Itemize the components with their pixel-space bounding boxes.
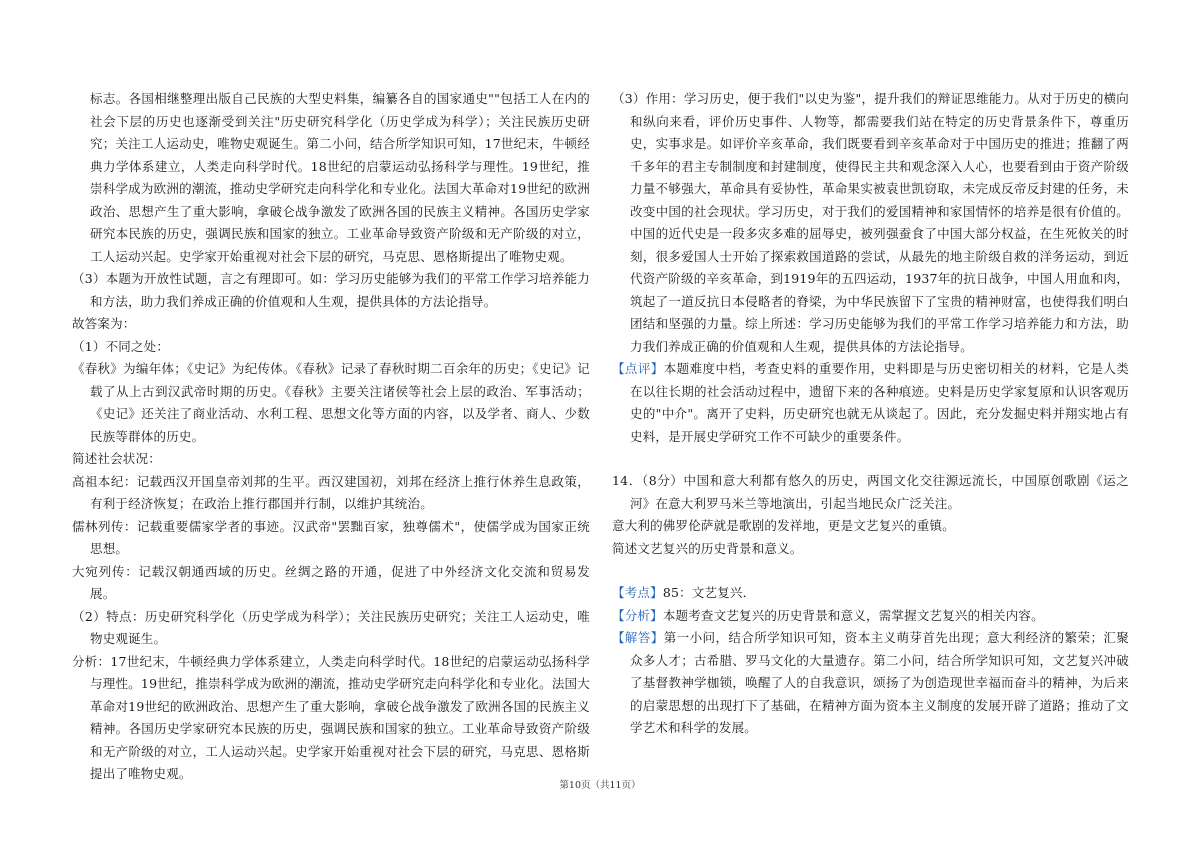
fenxi-tag: 【分析】	[612, 607, 663, 623]
spacer	[612, 560, 1129, 582]
comment-text: 本题难度中档，考查史料的重要作用，史料即是与历史密切相关的材料，它是人类在以往长期的社会活动过程中，遗留下来的各种痕迹。史料是历史学家复原和认识客观历史的"中介"。离开了史料，历史研究也就无从谈起了。因此，充分发掘史料并翔实地占有史料，是开展史学研究工作不可缺少的重要条件。	[630, 361, 1129, 444]
kaodian	[612, 582, 1129, 605]
left-paragraph-open-question: （3）本题为开放性试题，言之有理即可。如：学习历史能够为我们的平常工作学习培养能力和方法，助力我们养成正确的价值观和人生观，提供具体的方法论指导。	[72, 271, 590, 309]
question-14-line2: 意大利的佛罗伦萨就是歌剧的发祥地，更是文艺复兴的重镇。	[612, 518, 955, 533]
left-dawan: 大宛列传：记载汉朝通西域的历史。丝绸之路的开通，促进了中外经济文化交流和贸易发展。	[72, 563, 590, 601]
jieda-tag: 【解答】	[612, 630, 664, 645]
left-answer-heading: 故答案为：	[72, 316, 136, 331]
page-footer: 第10页（共11页）	[559, 780, 641, 791]
left-column	[72, 88, 590, 786]
left-chunqiu-shiji: 《春秋》为编年体；《史记》为纪传体。《春秋》记录了春秋时期二百余年的历史；《史记》记载了从上古到汉武帝时期的历史。《春秋》主要关注诸侯等社会上层的政治、军事活动；《史记》还关注了商业活动、水利工程、思想文化等方面的内容，以及学者、商人、少数民族等群体的历史。	[72, 361, 590, 444]
left-analysis: 分析：17世纪末，牛顿经典力学体系建立，人类走向科学时代。18世纪的启蒙运动弘扬科学与理性。19世纪，推崇科学成为欧洲的潮流，推动史学研究走向科学化和专业化。法国大革命对19世纪的欧洲政治、思想产生了重大影响，拿破仑战争激发了欧洲各国的民族主义精神。各国历史学家研究本民族的历史，强调民族和国家的独立。工业革命导致资产阶级和无产阶级的对立，工人运动兴起。史学家开始重视对社会下层的研究，马克思、恩格斯提出了唯物史观。	[72, 653, 590, 781]
jieda	[612, 627, 1129, 740]
jieda-text: 第一小问，结合所学知识可知，资本主义萌芽首先出现；意大利经济的繁荣；汇聚众多人才；古希腊、罗马文化的大量遗存。第二小问，结合所学知识可知，文艺复兴冲破了基督教神学枷锁，唤醒了人的自我意识，颂扬了为创造现世幸福而奋斗的精神，为后来的启蒙思想的出现打下了基础，在精神方面为资本主义制度的发展开辟了道路；推动了文学艺术和科学的发展。	[630, 630, 1129, 735]
left-paragraph-1: 标志。各国相继整理出版自己民族的大型史料集，编纂各自的国家通史""包括工人在内的社会下层的历史也逐渐受到关注"历史研究科学化（历史学成为科学）；关注民族历史研究；关注工人运动史，唯物史观诞生。第二小问，结合所学知识可知，17世纪末，牛顿经典力学体系建立，人类走向科学时代。18世纪的启蒙运动弘扬科学与理性。19世纪，推崇科学成为欧洲的潮流，推动史学研究走向科学化和专业化。法国大革命对19世纪的欧洲政治、思想产生了重大影响，拿破仑战争激发了欧洲各国的民族主义精神。各国历史学家研究本民族的历史，强调民族和国家的独立。工业革命导致资产阶级和无产阶级的对立，工人运动兴起。史学家开始重视对社会下层的研究，马克思、恩格斯提出了唯物史观。	[90, 91, 590, 264]
right-column	[612, 88, 1129, 740]
question-14-line3: 简述文艺复兴的历史背景和意义。	[612, 540, 803, 556]
comment-tag: 【点评】	[612, 361, 664, 376]
kaodian-tag: 【考点】	[612, 585, 663, 600]
left-gaozu: 高祖本纪：记载西汉开国皇帝刘邦的生平。西汉建国初，刘邦在经济上推行休养生息政策，有利于经济恢复；在政治上推行郡国并行制，以维护其统治。	[72, 473, 590, 511]
left-differences-heading: （1）不同之处：	[72, 338, 170, 354]
right-function-paragraph: （3）作用：学习历史，便于我们"以史为鉴"，提升我们的辩证思维能力。从对于历史的横向和纵向来看，评价历史事件、人物等，都需要我们站在特定的历史背景条件下，尊重历史，实事求是。如评价辛亥革命，我们既要看到辛亥革命对于中国历史的推进；推翻了两千多年的君主专制制度和封建制度，使得民主共和观念深入人心，也要看到由于资产阶级力量不够强大，革命具有妥协性，革命果实被袁世凯窃取，未完成反帝反封建的任务，未改变中国的社会现状。学习历史，对于我们的爱国精神和家国情怀的培养是很有价值的。中国的近代史是一段多灾多难的屈辱史，被列强蚕食了中国大部分权益，在生死攸关的时刻，很多爱国人士开始了探索救国道路的尝试，从最先的地主阶级自救的洋务运动，到近代资产阶级的辛亥革命，到1919年的五四运动，1937年的抗日战争，中国人用血和肉，筑起了一道反抗日本侵略者的脊梁，为中华民族留下了宝贵的精神财富，也使得我们明白团结和坚强的力量。综上所述：学习历史能够为我们的平常工作学习培养能力和方法，助力我们养成正确的价值观和人生观，提供具体的方法论指导。	[612, 91, 1129, 354]
fenxi-text: 本题考查文艺复兴的历史背景和意义，需掌握文艺复兴的相关内容。	[662, 607, 1044, 623]
left-social-heading: 简述社会状况：	[72, 451, 161, 466]
right-comment	[612, 358, 1129, 448]
spacer	[612, 448, 1129, 470]
question-14: 14．（8分）中国和意大利都有悠久的历史，两国文化交往源远流长，中国原创歌剧《运之河》在意大利罗马米兰等地演出，引起当地民众广泛关注。	[612, 473, 1129, 511]
fenxi	[612, 605, 1129, 628]
left-rulin: 儒林列传：记载重要儒家学者的事迹。汉武帝"罢黜百家，独尊儒术"，使儒学成为国家正统思想。	[72, 518, 590, 556]
left-features: （2）特点：历史研究科学化（历史学成为科学）；关注民族历史研究；关注工人运动史，唯物史观诞生。	[72, 608, 590, 646]
kaodian-text: 85：文艺复兴．	[662, 585, 756, 600]
